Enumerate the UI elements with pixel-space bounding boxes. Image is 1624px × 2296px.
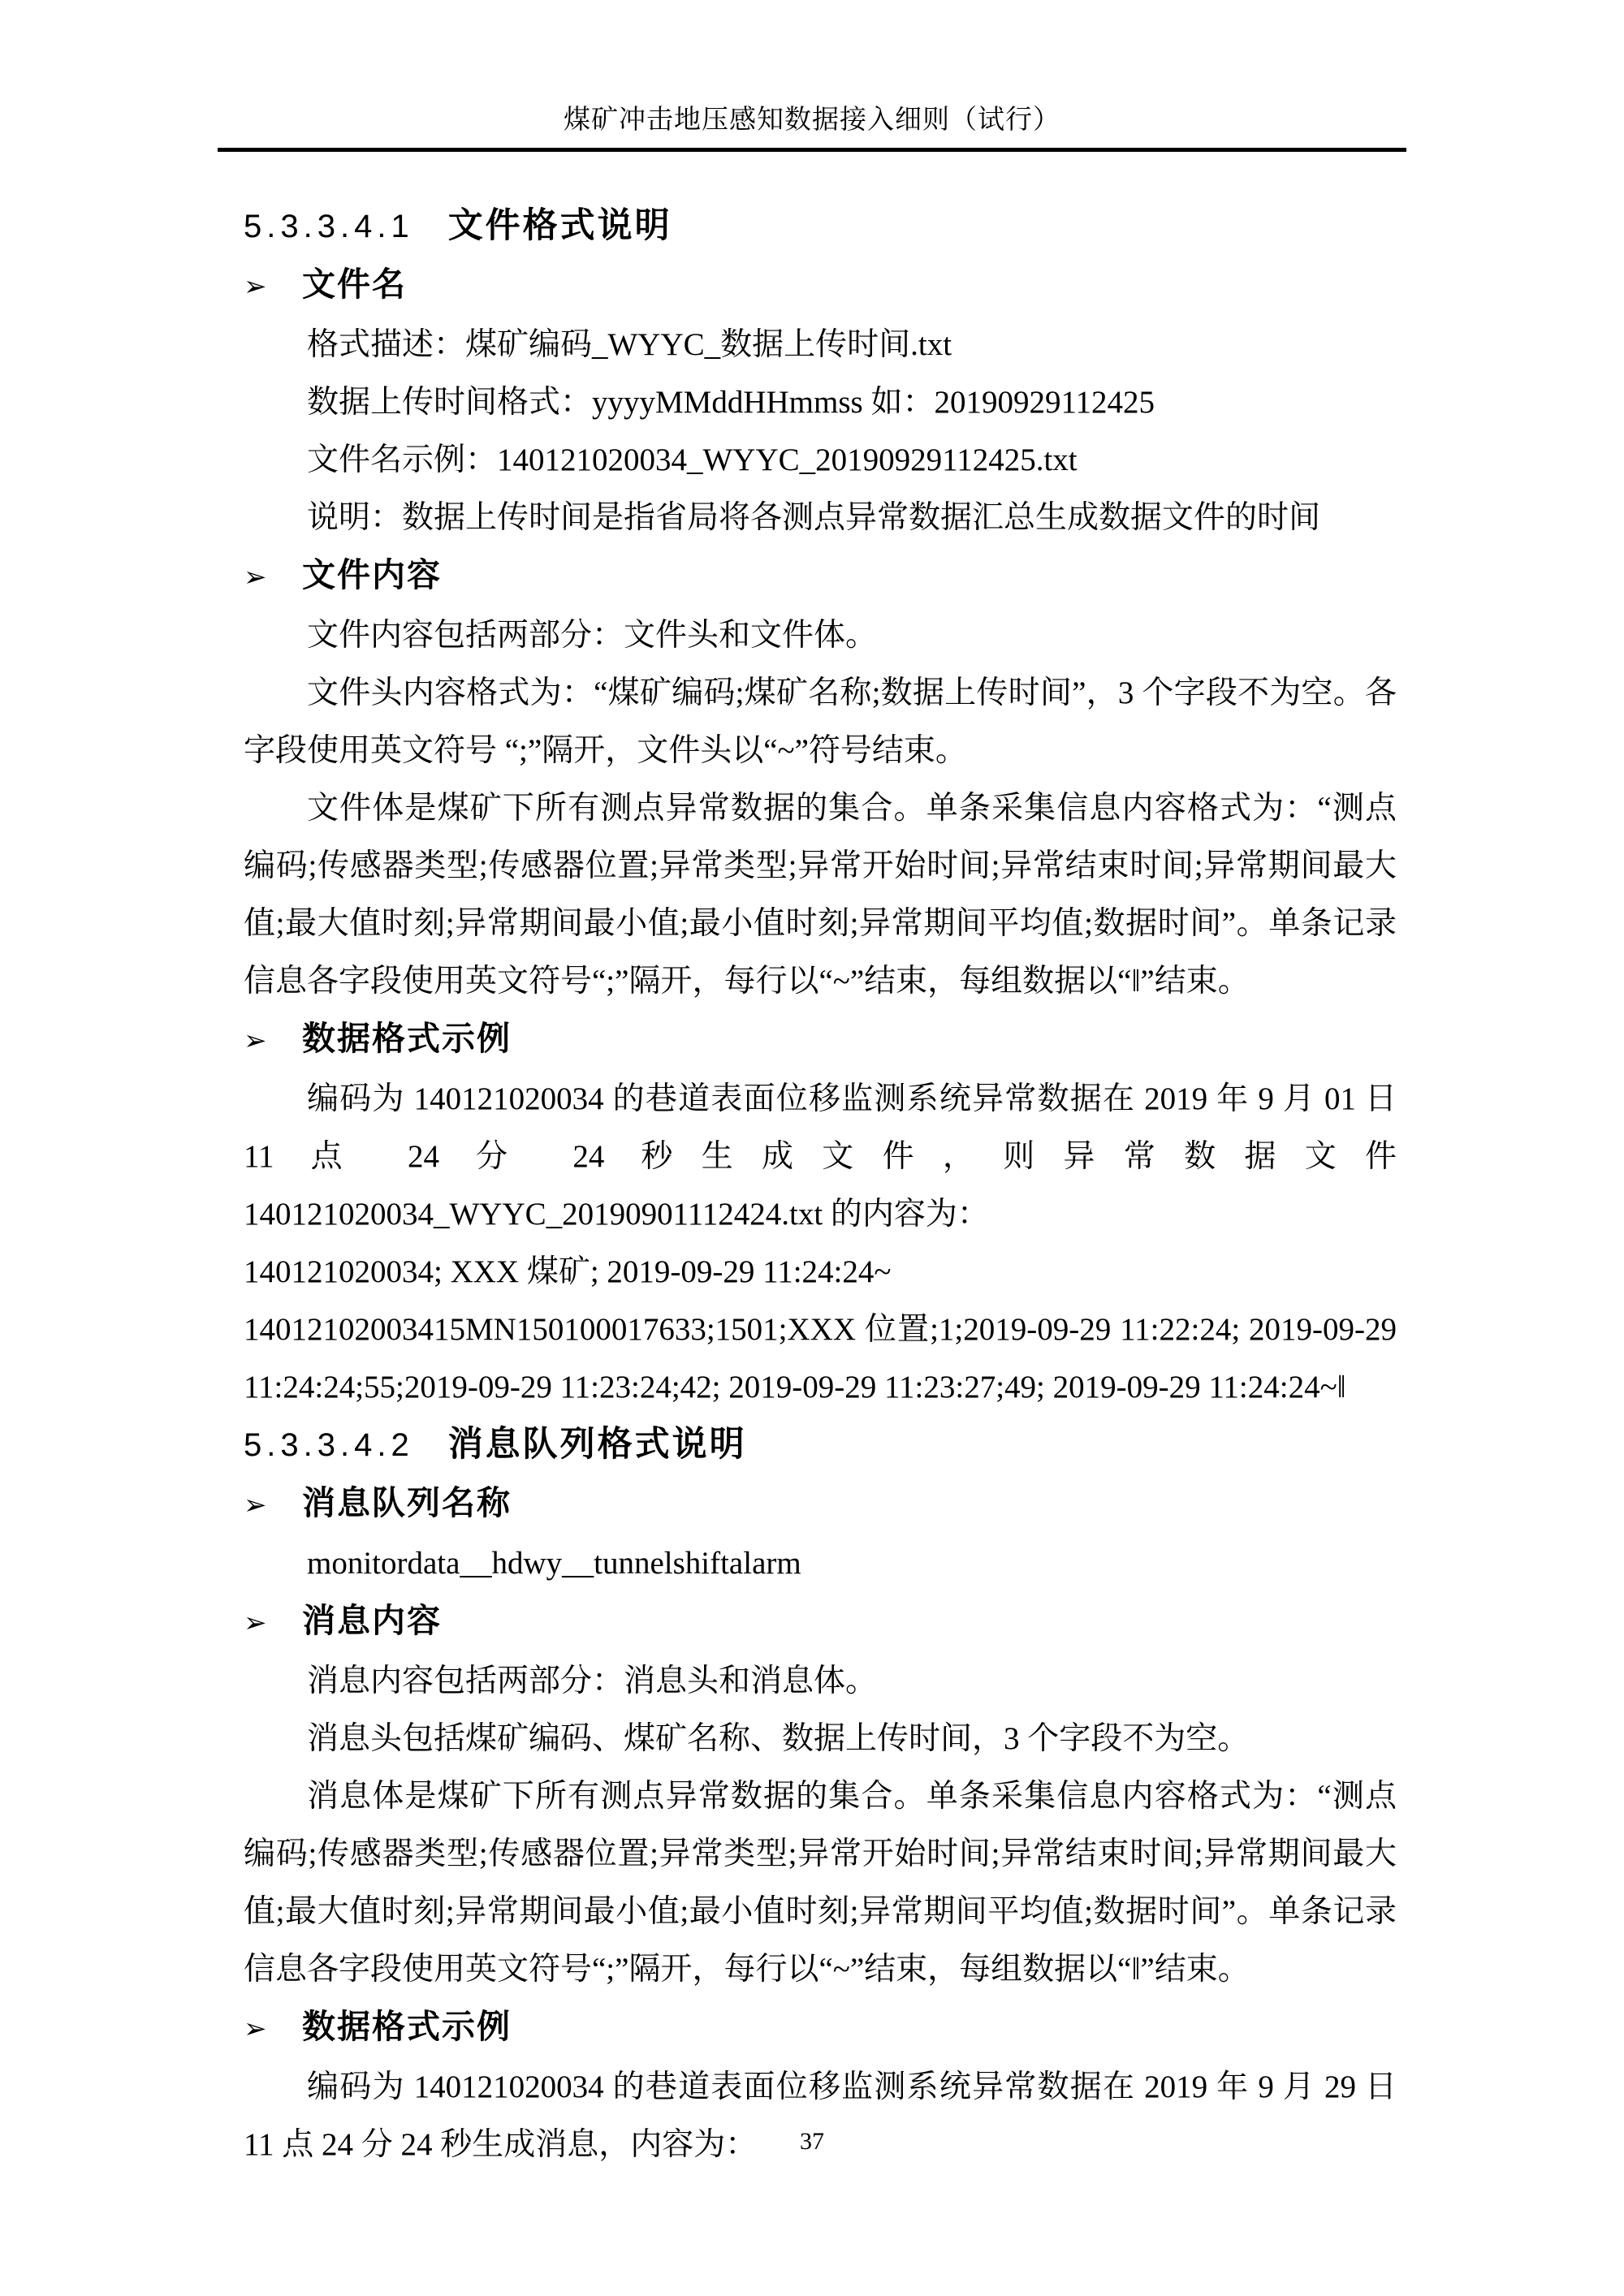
paragraph-queue-name: monitordata__hdwy__tunnelshiftalarm [307,1546,801,1581]
arrow-bullet-icon: ➢ [244,1489,267,1521]
paragraph-note: 说明：数据上传时间是指省局将各测点异常数据汇总生成数据文件的时间 [307,500,1321,535]
paragraph-message-header: 消息头包括煤矿编码、煤矿名称、数据上传时间，3 个字段不为空。 [307,1721,1250,1756]
paragraph-format-desc: 格式描述：煤矿编码_WYYC_数据上传时间.txt [307,327,952,362]
bullet-item-file-content [244,546,1397,606]
page-footer [0,2126,1624,2158]
paragraph-file-header-format: 文件头内容格式为：“煤矿编码;煤矿名称;数据上传时间”，3 个字段不为空。各字段使用英文符号 “;”隔开，文件头以“~”符号结束。 [244,675,1397,768]
bullet-label: 数据格式示例 [302,2008,512,2045]
section-number: 5.3.3.4.2 [244,1427,414,1463]
bullet-label: 消息内容 [302,1602,442,1639]
paragraph-content-parts: 文件内容包括两部分：文件头和文件体。 [307,618,878,653]
arrow-bullet-icon: ➢ [244,1607,267,1639]
section-heading-file-format [244,197,1397,256]
section-number: 5.3.3.4.1 [244,209,414,244]
document-body [244,197,1397,2173]
bullet-item-file-name [244,256,1397,316]
data-line-file-body: 14012102003415MN150100017633;1501;XXX 位置;1;2019-09-29 11:22:24; 2019-09-29 11:24:24;55;2019-09-29 11:23:24;42; 2019-09-29 11:23:27;49; 2019-09-29 11:24:24~‖ [244,1312,1397,1405]
bullet-label: 文件名 [302,265,407,303]
paragraph-message-body: 消息体是煤矿下所有测点异常数据的集合。单条采集信息内容格式为：“测点编码;传感器类型;传感器位置;异常类型;异常开始时间;异常结束时间;异常期间最大值;最大值时刻;异常期间最小值;最小值时刻;异常期间平均值;数据时间”。单条记录信息各字段使用英文符号“;”隔开，每行以“~”结束，每组数据以“‖”结束。 [244,1779,1397,1987]
paragraph-upload-time-format: 数据上传时间格式：yyyyMMddHHmmss 如：20190929112425 [307,385,1155,420]
arrow-bullet-icon: ➢ [244,270,267,303]
paragraph-file-body-format: 文件体是煤矿下所有测点异常数据的集合。单条采集信息内容格式为：“测点编码;传感器类型;传感器位置;异常类型;异常开始时间;异常结束时间;异常期间最大值;最大值时刻;异常期间最小值;最小值时刻;异常期间平均值;数据时间”。单条记录信息各字段使用英文符号“;”隔开，每行以“~”结束，每组数据以“‖”结束。 [244,791,1397,999]
page-header [218,0,1406,152]
bullet-item-data-example-2 [244,1998,1397,2058]
section-title: 消息队列格式说明 [447,1425,747,1464]
page-number: 37 [800,2128,824,2155]
arrow-bullet-icon: ➢ [244,1025,267,1057]
bullet-label: 文件内容 [302,556,442,593]
data-line-file-header: 140121020034; XXX 煤矿; 2019-09-29 11:24:24~ [244,1254,892,1289]
bullet-label: 数据格式示例 [302,1020,512,1057]
arrow-bullet-icon: ➢ [244,561,267,593]
paragraph-file-name-example: 文件名示例：140121020034_WYYC_20190929112425.txt [307,442,1078,477]
section-heading-message-queue [244,1416,1397,1474]
bullet-label: 消息队列名称 [302,1484,512,1521]
paragraph-example-intro-2: 编码为 140121020034 的巷道表面位移监测系统异常数据在 2019 年 9 月 29 日 11 点 24 分 24 秒生成消息，内容为： [244,2069,1397,2162]
bullet-item-message-content [244,1592,1397,1652]
section-title: 文件格式说明 [447,206,672,245]
bullet-item-queue-name [244,1474,1397,1534]
arrow-bullet-icon: ➢ [244,2013,267,2045]
header-title: 煤矿冲击地压感知数据接入细则（试行） [564,106,1060,135]
bullet-item-data-example [244,1010,1397,1070]
paragraph-example-intro: 编码为 140121020034 的巷道表面位移监测系统异常数据在 2019 年 9 月 01 日 11 点 24 分 24 秒生成文件，则异常数据文件 140121020034_WYYC_20190901112424.txt 的内容为： [244,1081,1397,1232]
paragraph-message-content-parts: 消息内容包括两部分：消息头和消息体。 [307,1664,878,1698]
